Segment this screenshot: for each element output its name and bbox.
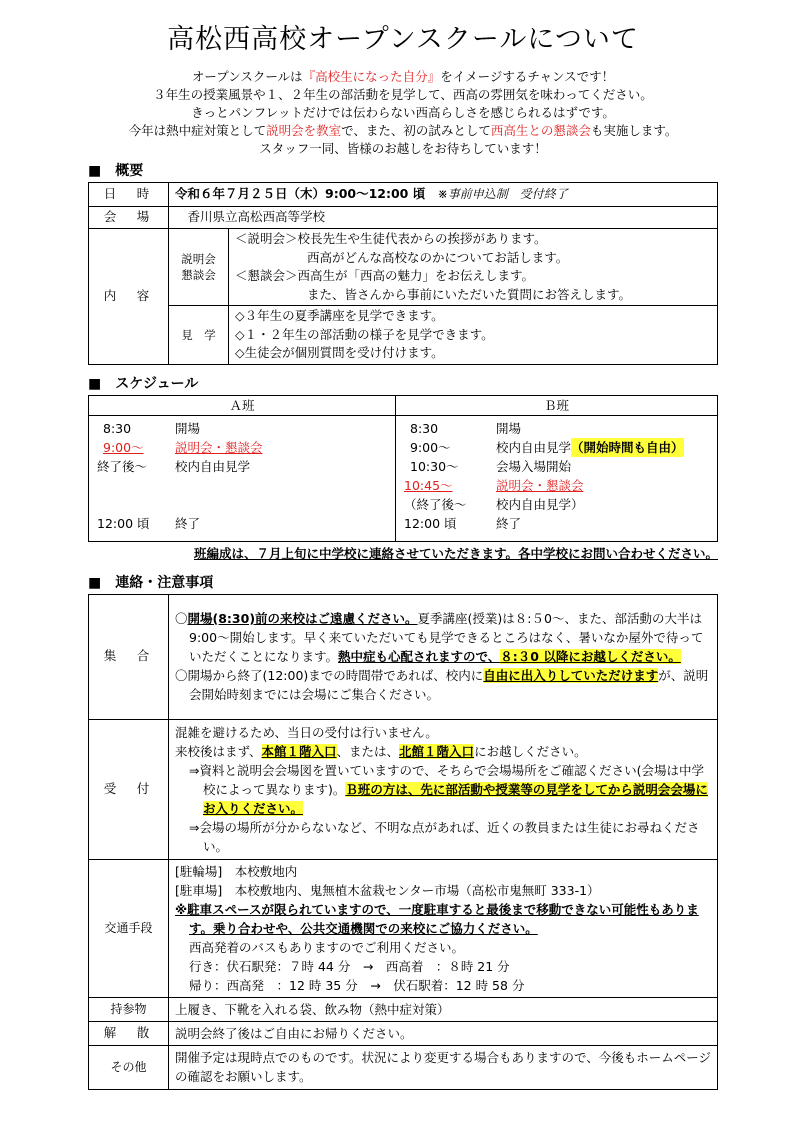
dismiss-text: 説明会終了後はご自由にお帰りください。 <box>169 1021 718 1045</box>
main-building-entrance: 本館１階入口 <box>261 743 337 759</box>
group-b-instruction: Ｂ班の方は、先に部活動や授業等の見学をしてから説明会会場にお入りください。 <box>203 781 708 816</box>
overview-heading: ■ 概要 <box>88 163 144 179</box>
bus-return: 帰り：西高発 ：12 時 35 分 → 伏石駅着：12 時 58 分 <box>189 977 525 993</box>
time: 10:45～ <box>404 477 453 493</box>
transport-text <box>169 859 718 997</box>
event: 説明会・懇談会 <box>496 477 584 493</box>
free-start-note: （開始時間も自由） <box>571 439 684 455</box>
intro-text-span: で、また、初の試みとして <box>341 123 491 138</box>
reception-line: ⇒会場の場所が分からないなど、不明な点があれば、近くの教員または生徒にお尋ねください。 <box>189 819 700 854</box>
reception-text-span: 、または、 <box>336 743 400 759</box>
event: 校内自由見学 <box>496 439 572 455</box>
intro-text-span: オープンスクールは <box>191 69 303 84</box>
venue-value-text: 香川県立高松西高等学校 <box>187 209 326 225</box>
spacer <box>97 476 387 495</box>
sub-label-briefing: 説明会 <box>181 252 216 266</box>
schedule-b-item-highlight <box>404 476 709 495</box>
intro-highlight-self: 『高校生になった自分』 <box>302 69 441 84</box>
intro-line-4 <box>88 122 718 140</box>
bus-outbound: 行き：伏石駅発：７時 44 分 → 西高着 ：８時 21 分 <box>189 958 510 974</box>
event: 会場入場開始 <box>496 458 572 474</box>
group-b-title: Ｂ班 <box>396 395 718 415</box>
time: 8:30 <box>103 420 132 436</box>
north-building-entrance: 北館１階入口 <box>399 743 475 759</box>
event: 開場 <box>496 420 522 436</box>
time: 12:00 頃 <box>404 515 457 531</box>
notes-row-other <box>89 1045 718 1089</box>
intro-highlight-meeting: 西高生との懇談会 <box>490 123 591 138</box>
gather-detail: 〇開場から終了(12:00)までの時間帯であれば、校内に <box>175 668 484 683</box>
intro-highlight-classroom: 説明会を教室 <box>266 123 342 138</box>
intro-text-span: をイメージするチャンスです！ <box>440 69 615 84</box>
notes-row-reception <box>89 719 718 859</box>
event: 終了 <box>496 515 522 531</box>
venue-value <box>169 207 718 229</box>
items-text: 上履き、下靴を入れる袋、飲み物（熱中症対策） <box>169 997 718 1021</box>
schedule-a-item <box>97 457 387 476</box>
date-value: 令和６年７月２５日（木）9:00～12:00 頃 <box>175 186 426 202</box>
briefing-line: 西高がどんな高校なのかについてお話します。 <box>307 249 569 265</box>
transport-line: [駐車場] 本校敷地内、鬼無植木盆栽センター市場（高松市鬼無町 333-1） <box>175 882 600 898</box>
notes-heading: ■ 連絡・注意事項 <box>88 574 214 591</box>
gather-paragraph-1 <box>175 609 711 666</box>
group-a-schedule <box>89 415 396 541</box>
event: 終了 <box>175 515 201 531</box>
reception-text-span: にお越しください。 <box>474 743 587 759</box>
briefing-line: ＜説明会＞校長先生や生徒代表からの挨拶があります。 <box>235 231 547 246</box>
notes-row-dismiss <box>89 1021 718 1045</box>
other-text: 開催予定は現時点でのものです。状況により変更する場合もありますので、今後もホームページの確認をお願いします。 <box>169 1045 718 1089</box>
arrival-time-highlight: ８:３0 以降にお越しください。 <box>500 649 681 664</box>
content-briefing-text <box>229 229 718 306</box>
schedule-b-item <box>404 514 709 533</box>
schedule-a-item <box>97 514 387 533</box>
gather-detail: 夏季講座(授業)は８:５0～、また、部活動の大半は 9:00～開始します。早く来ていただいても見学できるところはなく、暑いなか屋外で待っていただくことになります。 <box>189 611 704 664</box>
schedule-heading: ■ スケジュール <box>88 375 199 392</box>
intro-line-2: ３年生の授業風景や１、２年生の部活動を見学して、西高の雰囲気を味わってください。 <box>153 87 653 102</box>
date-cell <box>169 183 718 207</box>
schedule-b-item <box>404 438 709 457</box>
free-entry-highlight: 自由に出入りしていただけます <box>483 668 659 683</box>
schedule-a-item <box>97 419 387 438</box>
group-a-title: Ａ班 <box>89 395 396 415</box>
time: 12:00 頃 <box>97 515 150 531</box>
gather-text <box>169 594 718 719</box>
time: 9:00～ <box>410 439 451 455</box>
time: 9:00～ <box>103 439 144 455</box>
overview-row-venue <box>89 207 718 229</box>
intro-line-3: きっとパンフレットだけでは伝わらない西高らしさを感じられるはずです。 <box>191 105 615 120</box>
gather-detail: が、説明会開始時刻までには会場にご集合ください。 <box>189 668 709 702</box>
items-label: 持参物 <box>89 997 169 1021</box>
schedule-b-item <box>404 495 709 514</box>
date-label: 日 時 <box>89 183 169 207</box>
overview-row-content-1 <box>89 229 718 306</box>
other-label: その他 <box>89 1045 169 1089</box>
content-tour-text <box>229 306 718 365</box>
schedule-a-item-highlight <box>97 438 387 457</box>
reception-text-span: ⇒資料と説明会会場図を置いていますので、そちらで会場場所をご確認ください(会場は中学校によって異なります)。 <box>189 762 704 797</box>
notes-table <box>88 594 718 1090</box>
reception-text-span: 来校後はまず、 <box>175 743 262 759</box>
meeting-line: また、皆さんから事前にいただいた質問にお答えします。 <box>307 286 632 302</box>
group-b-schedule <box>396 415 718 541</box>
venue-label: 会 場 <box>89 207 169 229</box>
intro-line-1 <box>88 68 718 86</box>
event: 説明会・懇談会 <box>175 439 263 455</box>
tour-line: ◇生徒会が個別質問を受け付けます。 <box>235 345 444 360</box>
reception-text <box>169 719 718 859</box>
reception-label: 受 付 <box>89 719 169 859</box>
intro-text-span: も実施します。 <box>590 123 678 138</box>
intro-text-span: 今年は熱中症対策として <box>128 123 267 138</box>
event: 校内自由見学） <box>496 496 584 512</box>
bullet: 〇 <box>175 611 188 626</box>
tour-line: ◇１・２年生の部活動の様子を見学できます。 <box>235 326 494 342</box>
overview-row-content-2 <box>89 306 718 365</box>
content-sub-briefing-label <box>169 229 229 306</box>
intro-line-5: スタッフ一同、皆様のお越しをお待ちしています！ <box>259 141 547 156</box>
time: 8:30 <box>410 420 439 436</box>
schedule-header-row <box>89 395 718 415</box>
reception-line <box>175 742 711 761</box>
schedule-table <box>88 395 718 542</box>
parking-warning: ※駐車スペースが限られていますので、一度駐車すると最後まで移動できない可能性もあります。乗り合わせや、公共交通機関での来校にご協力ください。 <box>175 901 699 936</box>
notes-row-gather <box>89 594 718 719</box>
page-title: 高松西高校オープンスクールについて <box>167 24 639 55</box>
time: 10:30～ <box>410 458 459 474</box>
event: 校内自由見学 <box>175 458 251 474</box>
early-arrival-warning: 開場(8:30)前の来校はご遠慮ください。 <box>187 611 418 626</box>
schedule-body-row <box>89 415 718 541</box>
schedule-b-item <box>404 457 709 476</box>
meeting-line: ＜懇談会＞西高生が「西高の魅力」をお伝えします。 <box>235 268 535 283</box>
gather-paragraph-2 <box>175 666 711 704</box>
dismiss-label: 解 散 <box>89 1021 169 1045</box>
reception-line: 混雑を避けるため、当日の受付は行いません。 <box>175 724 438 740</box>
reception-line <box>175 761 711 818</box>
spacer <box>97 495 387 514</box>
content-label: 内 容 <box>89 229 169 365</box>
group-assignment-note: 班編成は、７月上旬に中学校に連絡させていただきます。各中学校にお問い合わせください。 <box>193 545 718 561</box>
transport-line: [駐輪場] 本校敷地内 <box>175 863 298 879</box>
time: 終了後～ <box>97 458 148 474</box>
gather-label: 集 合 <box>89 594 169 719</box>
transport-label: 交通手段 <box>89 859 169 997</box>
sub-label-meeting: 懇談会 <box>181 268 216 282</box>
date-note: ※事前申込制 受付終了 <box>437 187 568 202</box>
transport-line: 西高発着のバスもありますのでご利用ください。 <box>189 939 465 955</box>
schedule-b-item <box>404 419 709 438</box>
notes-row-items <box>89 997 718 1021</box>
content-sub-tour-label: 見 学 <box>169 306 229 365</box>
overview-table <box>88 182 718 365</box>
overview-row-date <box>89 183 718 207</box>
event: 開場 <box>175 420 201 436</box>
notes-row-transport <box>89 859 718 997</box>
tour-line: ◇３年生の夏季講座を見学できます。 <box>235 308 444 323</box>
heatstroke-warning: 熱中症も心配されますので、 <box>338 649 501 664</box>
intro-text <box>88 68 718 158</box>
time: （終了後～ <box>404 496 467 512</box>
